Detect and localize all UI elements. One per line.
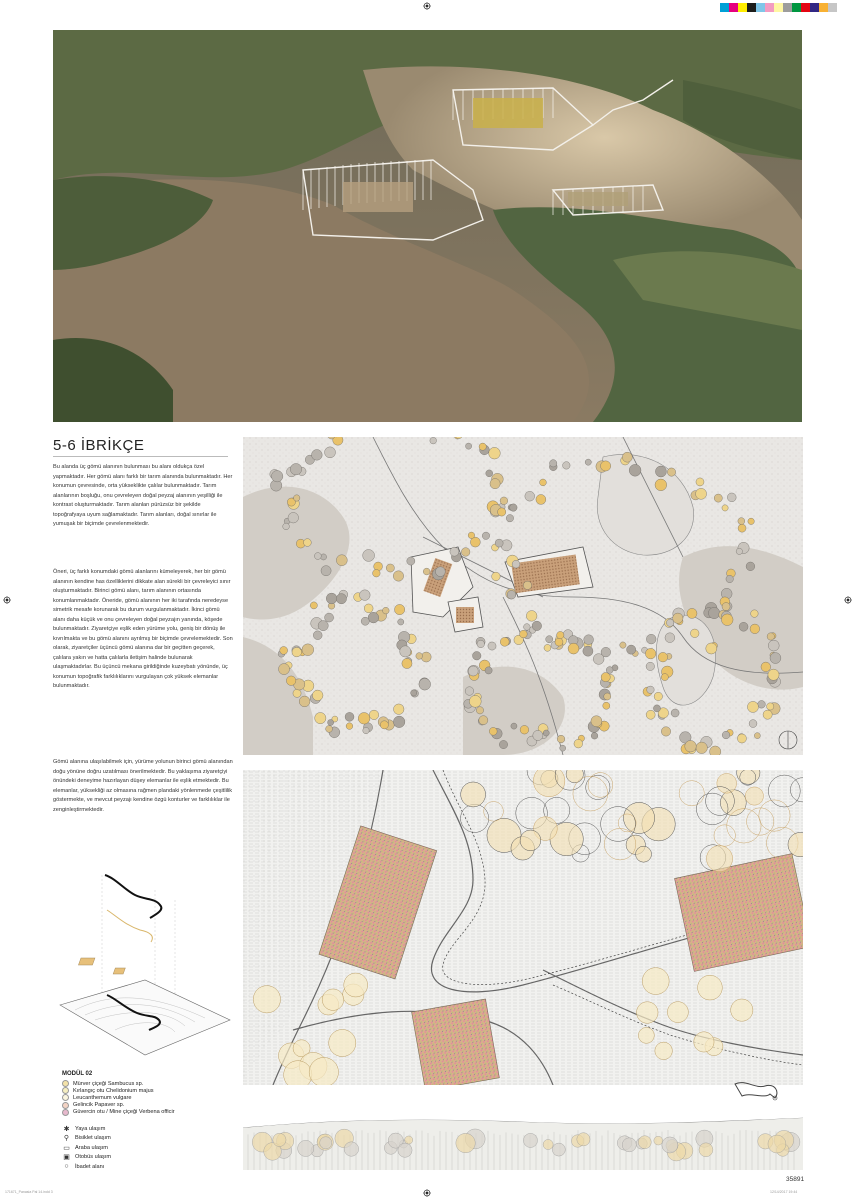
tree-canopy [661,727,670,736]
tree-canopy [667,468,675,476]
tree-canopy [591,716,602,727]
tree-canopy [292,647,302,657]
tree-canopy [461,548,470,557]
tree-canopy [627,645,636,654]
tree-canopy [318,621,328,631]
legend-access-item [62,1125,105,1132]
tree-canopy [380,721,388,729]
tree-canopy [543,730,549,736]
tree-canopy [540,479,547,486]
tree-canopy [560,745,566,751]
tree-canopy [647,686,655,694]
tree-canopy [706,643,717,654]
tree-canopy [326,593,337,604]
tree-canopy [400,646,411,657]
tree-canopy [310,602,317,609]
tree-canopy [361,617,369,625]
tree-canopy [461,782,486,807]
tree-canopy [293,689,301,697]
paragraph-1: Bu alanda üç gömü alanının bulunması bu alanı oldukça özel yapmaktadır. Her gömü alanı farklı bir tarım alanında bulunmaktadır. Her konumun çevresinde, orta yükseklikte çalılar bulunmaktadır. Tarım alanlarının boşluğu, onu çevreleyen doğal peyzaj alanının yeşilliği ile kontrast oluşturmaktadır. Tarım alanları pürüzsüz bir şekilde topoğrafyaya uyum sağlamaktadır. Tarım alanları, doğal sınırlar ile yumuşak bir biçimde çevrelenmektedir. [53,464,233,527]
tree-canopy [498,508,506,516]
plant-swatch-icon [62,1080,69,1087]
tree-canopy [286,676,296,686]
legend-plant-item [62,1102,124,1109]
tree-canopy [430,437,437,444]
tree-canopy [512,560,520,568]
color-swatch [819,3,828,12]
tree-canopy [411,690,417,696]
tree-canopy [492,572,501,581]
car-icon: ▭ [63,1144,70,1152]
tree-canopy [584,635,594,645]
tree-canopy [761,662,771,672]
tree-canopy [731,999,753,1021]
tree-canopy [346,723,353,730]
tree-canopy [642,968,669,995]
tree-canopy [606,667,613,674]
tree-canopy [646,662,654,670]
tree-canopy [694,1032,714,1052]
tree-canopy [736,548,742,554]
tree-canopy [507,590,516,599]
tree-canopy [738,518,745,525]
legend-plant-label: Mürver çiçeği Sambucus sp. [73,1080,144,1087]
tree-canopy [636,1002,658,1024]
registration-mark-icon [423,2,431,10]
color-swatch [783,3,792,12]
tree-canopy [751,610,759,618]
color-swatch [774,3,783,12]
tree-canopy [358,712,370,724]
tree-canopy [636,846,652,862]
tree-canopy [329,1029,356,1056]
tree-canopy [738,524,746,532]
tree-canopy [489,447,501,459]
tree-canopy [315,712,326,723]
tree-canopy [646,710,655,719]
tree-canopy [739,622,748,631]
tree-canopy [510,504,517,511]
legend-plant-item [62,1094,131,1101]
color-swatch [810,3,819,12]
tree-canopy [722,603,730,611]
tree-canopy [717,773,737,793]
tree-canopy [714,494,722,502]
tree-canopy [746,562,755,571]
tree-canopy [477,640,485,648]
section-shrub [298,1140,314,1156]
bicycle-icon: ⚲ [63,1135,70,1142]
tree-canopy [758,700,766,708]
section-shrub [273,1133,286,1146]
tree-canopy [653,705,660,712]
tree-canopy [465,687,474,696]
tree-canopy [665,633,675,643]
tree-canopy [763,710,772,719]
tree-canopy [593,654,604,665]
legend-plant-label: Leucanthemum vulgare [73,1094,132,1101]
tree-canopy [382,607,389,614]
tree-canopy [479,443,486,450]
tree-canopy [520,630,528,638]
tree-canopy [710,746,721,755]
tree-canopy [568,643,579,654]
tree-canopy [629,464,641,476]
legend-plant-label: Güvercin otu / Mine çiçeği Verbena officir [73,1109,175,1116]
tree-canopy [490,479,500,489]
tree-canopy [322,989,343,1010]
worship-area-icon: ○ [64,1163,69,1170]
tree-canopy [495,539,503,547]
tree-canopy [294,495,300,501]
tree-canopy [419,678,431,690]
legend-access-item [62,1154,111,1161]
tree-canopy [727,493,736,502]
tree-canopy [511,723,517,729]
tree-canopy [369,710,378,719]
tree-canopy [499,740,507,748]
site-plan [243,437,803,755]
tree-canopy [601,673,610,682]
color-swatch [720,3,729,12]
tree-canopy [655,1042,672,1059]
color-swatch [729,3,738,12]
plant-swatch-icon [62,1102,69,1109]
section-shrub [456,1133,475,1152]
tree-canopy [336,555,347,566]
tree-canopy [326,725,333,732]
tree-canopy [622,452,632,462]
tree-canopy [466,443,472,449]
tree-canopy [655,466,666,477]
tree-canopy [685,740,697,752]
tree-canopy [532,621,542,631]
detail-plan [243,770,803,1085]
tree-canopy [673,613,683,623]
legend-access-item [62,1144,108,1151]
tree-canopy [309,1057,338,1085]
tree-canopy [472,651,481,660]
tree-canopy [524,624,531,631]
tree-canopy [721,614,733,626]
tree-canopy [500,497,508,505]
tree-canopy [393,571,403,581]
legend-plant-item [62,1087,154,1094]
tree-canopy [745,787,763,805]
tree-canopy [299,696,310,707]
tree-canopy [476,707,483,714]
tree-canopy [544,644,551,651]
legend-access-label: Araba ulaşım [75,1144,108,1151]
section-shrub [577,1133,590,1146]
tree-canopy [750,624,760,634]
legend-plant-label: Gelincik Papaver sp. [73,1102,125,1109]
tree-canopy [486,470,493,477]
tree-canopy [687,608,697,618]
tree-canopy [550,460,557,467]
section-shrub [405,1136,413,1144]
color-swatch [765,3,774,12]
tree-canopy [416,653,423,660]
tree-canopy [526,611,537,622]
section-shrub [398,1143,412,1157]
tree-canopy [722,731,730,739]
tree-canopy [601,461,611,471]
key-map-icon [730,1074,785,1104]
bus-icon: ▣ [63,1154,70,1161]
section-shrub [768,1135,786,1153]
section-shrub [654,1136,663,1145]
tree-canopy [398,619,404,625]
elevation-section [243,1108,803,1170]
paragraph-2: Öneri, üç farklı konumdaki gömü alanlarını kümeleyerek, her bir gömü alanının kendine has özelliklerini dikkate alan sürekli bir çevreleyici sınır oluşturmaktadır. Birinci gömü alanı, tarım alanının ortasında konumlanmaktadır. Öneride, gömü alanının her iki tarafında neredeyse simetrik mesafe korunarak bu durum vurgulanmaktadır. İkinci gömü alanı daha küçük ve onu çevreleyen doğal peyzajın yanında, köşede bulunmaktadır. Ziyaretçiye eşlik eden yürüme yolu, geniş bir dönüş ile kıvrılmakta ve bu gömü alanını ayrılmış bir biçimde çevrelemektedir. Son olarak, ziyaretçiler üçüncü gömü alanına dar bir geçitten geçerek, çalılara yakın ve hatta çalılarla iletişim halinde bulunarak ulaşmaktadırlar. Bu üçüncü mekana girildiğinde kuzeybatı yönünde, üç konumun topoğrafik farklılıklarını vurgulayan çok yüksek elemanlar bulunmaktadır. [53,569,233,689]
tree-canopy [363,727,369,733]
tree-canopy [698,975,723,1000]
tree-canopy [333,437,343,445]
tree-canopy [737,734,746,743]
tree-canopy [520,830,541,851]
tree-canopy [591,732,598,739]
tree-canopy [280,647,288,655]
tree-canopy [283,523,290,530]
tree-canopy [345,712,354,721]
section-shrub [622,1138,636,1152]
tree-canopy [667,1002,688,1023]
tree-canopy [520,725,529,734]
tree-canopy [770,653,781,664]
axonometric-diagram [55,870,235,1065]
tree-canopy [671,709,679,717]
registration-mark-icon [3,596,11,604]
tree-canopy [603,702,610,709]
tree-canopy [328,719,334,725]
tree-canopy [574,739,583,748]
tree-canopy [302,644,314,656]
tree-canopy [393,704,404,715]
tree-canopy [638,1027,654,1043]
pedestrian-icon: ✱ [63,1125,70,1133]
print-footer-file: 171671_Panasia Pal 14.indd 3 [5,1190,53,1194]
tree-canopy [768,669,779,680]
section-shrub [662,1137,678,1153]
plant-swatch-icon [62,1109,69,1116]
tree-canopy [368,612,379,623]
tree-canopy [646,634,656,644]
tree-canopy [290,463,301,474]
print-footer-date: 12/14/2017 19:44 [770,1190,798,1194]
tree-canopy [360,590,371,601]
tree-canopy [468,666,478,676]
color-calibration-bar [720,3,846,12]
tree-canopy [726,575,733,582]
section-shrub [699,1143,713,1157]
color-swatch [756,3,765,12]
aerial-rendering [53,30,802,422]
tree-canopy [325,447,336,458]
legend-plant-label: Kırlangıç otu Chelidonium majus [73,1087,154,1094]
tree-canopy [655,479,667,491]
legend-access-item [62,1135,111,1142]
tree-canopy [767,703,774,710]
tree-canopy [645,648,656,659]
tree-canopy [312,690,323,701]
tree-canopy [344,973,368,997]
tree-canopy [696,478,704,486]
tree-canopy [479,716,488,725]
legend-plant-item [62,1080,143,1087]
section-shrub [638,1136,651,1149]
tree-canopy [690,629,699,638]
tree-canopy [620,642,626,648]
plant-swatch-icon [62,1094,69,1101]
tree-canopy [421,652,431,662]
tree-canopy [373,569,381,577]
tree-canopy [271,471,282,482]
tree-canopy [696,742,708,754]
tree-canopy [754,733,760,739]
tree-canopy [321,566,331,576]
tree-canopy [525,491,535,501]
tree-canopy [336,594,346,604]
tree-canopy [654,692,662,700]
color-swatch [738,3,747,12]
tree-canopy [720,790,746,816]
tree-canopy [557,631,564,638]
tree-canopy [767,633,774,640]
section-shrub [523,1133,537,1147]
tree-canopy [533,730,543,740]
tree-canopy [563,462,571,470]
tree-canopy [749,720,757,728]
color-swatch [747,3,756,12]
tree-canopy [523,581,531,589]
tree-canopy [623,802,654,833]
tree-canopy [722,505,728,511]
color-swatch [837,3,846,12]
tree-canopy [747,701,758,712]
tree-canopy [364,604,373,613]
tree-canopy [469,695,481,707]
tree-canopy [402,658,412,668]
tree-canopy [393,716,405,728]
legend-access-label: Yaya ulaşım [75,1125,106,1132]
title-divider [53,456,228,457]
tree-canopy [604,693,611,700]
tree-canopy [661,674,668,681]
legend-access-item [62,1163,104,1170]
legend-title: MODÜL 02 [62,1071,93,1077]
tree-canopy [748,518,754,524]
tree-canopy [506,515,513,522]
page-number: 35891 [786,1176,805,1183]
tree-canopy [768,640,779,651]
color-swatch [828,3,837,12]
tree-canopy [363,549,375,561]
plant-swatch-icon [62,1087,69,1094]
tree-canopy [546,636,553,643]
registration-mark-icon [844,596,852,604]
tree-canopy [311,450,322,461]
registration-mark-icon [423,1189,431,1197]
legend-access-label: İbadet alanı [75,1163,105,1170]
color-swatch [801,3,810,12]
tree-canopy [666,619,673,626]
tree-canopy [278,664,289,675]
section-shrub [552,1143,565,1156]
tree-canopy [435,567,445,577]
legend-access-label: Bisiklet ulaşım [75,1135,111,1141]
tree-canopy [696,488,707,499]
tree-canopy [394,604,404,614]
tree-canopy [313,631,322,640]
tree-canopy [468,532,475,539]
tree-canopy [555,638,563,646]
tree-canopy [557,735,565,743]
color-swatch [792,3,801,12]
tree-canopy [407,557,415,565]
legend-access-label: Otobüs ulaşım [75,1154,112,1160]
section-title: 5-6 İBRİKÇE [53,437,145,454]
tree-canopy [325,613,334,622]
tree-canopy [485,667,492,674]
section-shrub [320,1137,332,1149]
tree-canopy [583,646,593,656]
tree-canopy [536,494,546,504]
tree-canopy [482,532,489,539]
tree-canopy [304,539,312,547]
legend-plant-item [62,1109,175,1116]
tree-canopy [450,547,459,556]
tree-canopy [288,512,299,523]
tree-canopy [423,568,430,575]
tree-canopy [488,642,496,650]
tree-canopy [658,652,668,662]
tree-canopy [500,637,509,646]
paragraph-3: Gömü alanına ulaşılabilmek için, yürüme yolunun birinci gömü alanından doğu yönüne doğru uzatılması önerilmektedir. Bu yaklaşıma ziyaretçiyi önündeki deneyime hazırlayan düşey elemanlar ile eşlik etmektedir. Bu elemanlar, yüksekliği az olmasına rağmen plandaki yönlenmede çeşitlilik göstermekte, ve mevcut peyzajı kendine özgü konturler ve farklılıklar ile zenginleştirmektedir. [53,759,233,813]
tree-canopy [708,607,719,618]
tree-canopy [314,553,321,560]
tree-canopy [585,459,591,465]
tree-canopy [253,986,280,1013]
section-shrub [344,1142,358,1156]
tree-canopy [386,564,394,572]
section-shrub [543,1139,553,1149]
tree-canopy [489,727,497,735]
tree-canopy [706,846,732,872]
